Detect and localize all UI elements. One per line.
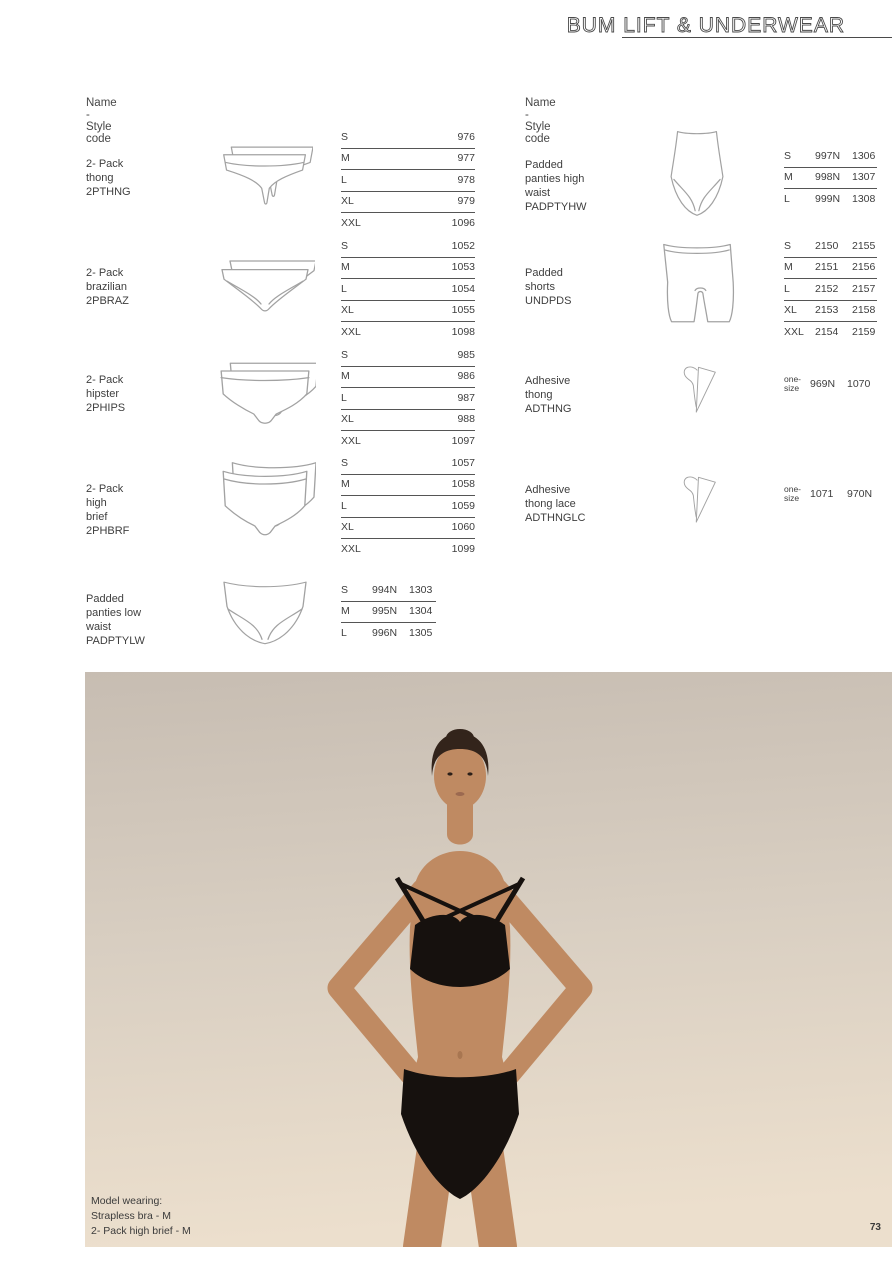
product-name: 2- Pack hipster [86,374,124,400]
product-name-block [86,592,145,648]
size-label: L [341,282,347,295]
size-table [341,580,436,645]
product-name-block [525,483,586,525]
size-label: XXL [341,216,361,229]
style-code-1: 1057 [451,456,475,469]
shorts-illustration [653,238,741,330]
model-lips [456,792,465,796]
style-code-2: 1070 [847,377,871,390]
style-code-1: 2150 [815,239,839,252]
size-label: M [341,478,350,491]
size-row [784,279,877,301]
product-name-block [86,157,131,199]
style-code-1: 979 [457,195,475,208]
style-code-1: 2153 [815,304,839,317]
product-name: Padded panties high waist [525,159,585,199]
size-label: XL [341,521,354,534]
style-code-2: 1307 [852,171,876,184]
style-code-1: 1096 [451,216,475,229]
size-label: S [341,583,349,596]
model-eye-right [467,772,472,775]
size-label: XL [341,195,354,208]
size-table [341,127,475,235]
size-row [784,322,877,344]
style-code-2: 1308 [852,192,876,205]
size-label: S [341,130,349,143]
product-name: 2- Pack thong [86,158,124,184]
style-code-1: 2154 [815,325,839,338]
style-code-1: 1097 [451,434,475,447]
size-table [784,146,877,211]
style-code-1: 988 [457,413,475,426]
size-row [341,170,475,192]
brazilian-2pack-drawing [215,241,315,325]
size-label: M [341,605,350,618]
product-name-block [86,373,125,415]
size-label: XXL [784,325,804,338]
product-style-code: ADTHNGLC [525,512,586,524]
one-size-label-line: size [784,492,800,503]
style-code-1: 1058 [451,478,475,491]
style-code-2: 2155 [852,239,876,252]
panty-lowwaist-drawing [215,570,315,648]
product-name-block [86,266,129,308]
product-style-code: PADPTYLW [86,635,145,647]
style-code-1: 977 [457,152,475,165]
adhesive-thong-lace-illustration [675,471,719,527]
size-label: S [341,348,349,361]
style-code-1: 1098 [451,325,475,338]
style-code-2: 2157 [852,282,876,295]
size-label: XXL [341,434,361,447]
size-table [784,236,877,344]
size-row [784,168,877,190]
product-name: Padded panties low waist [86,593,142,633]
style-code-1: 985 [457,348,475,361]
style-code-2: 1306 [852,149,876,162]
size-label: S [341,456,349,469]
style-code-1: 986 [457,370,475,383]
product-style-code: 2PHBRF [86,525,130,537]
size-row [784,236,877,258]
style-code-1: 976 [457,130,475,143]
size-label: XL [341,304,354,317]
size-table [784,375,870,392]
one-size-label-line: size [784,382,800,393]
size-table [341,345,475,453]
product-style-code: 2PTHNG [86,186,131,198]
style-code-1: 1052 [451,239,475,252]
style-code-2: 2158 [852,304,876,317]
size-row [784,258,877,280]
style-code-1: 1054 [451,282,475,295]
product-style-code: PADPTYHW [525,201,587,213]
size-label: XXL [341,542,361,555]
size-row [341,453,475,475]
product-name-block [525,266,571,308]
style-code-1: 1099 [451,542,475,555]
strapless-bra [410,915,510,987]
size-row [341,322,475,344]
style-code-2: 1303 [409,583,433,596]
page-title: BUM LIFT & UNDERWEAR [566,14,845,37]
panty-highwaist-illustration [660,127,734,219]
one-size-label [784,485,810,502]
size-row [341,539,475,561]
style-code-2: 1304 [409,605,433,618]
product-name: 2- Pack high brief [86,483,124,523]
style-code-2: 2159 [852,325,876,338]
size-row [341,127,475,149]
size-row [341,431,475,453]
style-code-1: 1053 [451,261,475,274]
size-row [341,388,475,410]
size-row [341,258,475,280]
panty-highwaist-drawing [660,127,734,219]
adhesive-thong-illustration [675,361,719,417]
style-code-2: 2156 [852,261,876,274]
style-code-1: 978 [457,173,475,186]
thong-2pack-drawing [218,128,313,216]
model-eye-left [447,772,452,775]
style-code-1: 999N [815,192,841,205]
style-code-1: 998N [815,171,841,184]
product-style-code: 2PHIPS [86,402,126,414]
size-label: XXL [341,325,361,338]
size-row [341,149,475,171]
size-row [341,192,475,214]
shorts-drawing [653,238,741,330]
size-row [341,496,475,518]
one-size-label-line: one- [784,374,802,384]
photo-caption [91,1194,191,1239]
style-code-1: 994N [372,583,398,596]
style-code-1: 997N [815,149,841,162]
hipster-2pack-drawing [214,348,316,436]
style-code-1: 1060 [451,521,475,534]
size-label: XL [341,413,354,426]
caption-line-2: Strapless bra - M [91,1210,171,1222]
size-row [341,236,475,258]
size-label: M [341,370,350,383]
column-header: Name - Style code [525,97,556,145]
product-name: Adhesive thong [525,375,571,401]
product-name-block [525,374,571,416]
size-row [784,301,877,323]
size-label: M [784,171,793,184]
one-size-label [784,375,810,392]
style-code-1: 2151 [815,261,839,274]
product-name: Padded shorts [525,267,563,293]
product-name-block [525,158,587,214]
product-name-block [86,482,129,538]
adhesive-thong-lace-drawing [675,471,719,527]
size-row [341,623,436,645]
panty-lowwaist-illustration [215,570,315,648]
size-table [784,485,872,502]
size-table [341,236,475,344]
size-row [784,146,877,168]
highbrief-2pack-drawing [214,456,316,546]
style-code-1: 1071 [810,487,834,500]
size-row [341,518,475,540]
thong-2pack-illustration [218,128,313,216]
size-row [341,279,475,301]
product-style-code: ADTHNG [525,403,572,415]
style-code-2: 1305 [409,626,433,639]
product-name: 2- Pack brazilian [86,267,127,293]
highbrief-2pack-illustration [214,456,316,546]
size-label: L [341,626,347,639]
size-label: L [341,499,347,512]
style-code-1: 1059 [451,499,475,512]
column-header: Name - Style code [86,97,117,145]
product-name: Adhesive thong lace [525,484,576,510]
size-row [341,367,475,389]
size-row [341,410,475,432]
size-row [341,301,475,323]
caption-line-1: Model wearing: [91,1195,163,1207]
size-table [341,453,475,561]
size-label: S [341,239,349,252]
style-code-1: 995N [372,605,398,618]
style-code-1: 969N [810,377,836,390]
style-code-1: 1055 [451,304,475,317]
model-photo-art [85,672,892,1247]
size-label: M [341,152,350,165]
style-code-1: 987 [457,391,475,404]
size-label: S [784,239,792,252]
model-navel [458,1051,463,1059]
size-row [341,345,475,367]
size-row [341,213,475,235]
size-label: L [341,391,347,404]
model-photo [85,672,892,1247]
hipster-2pack-illustration [214,348,316,436]
one-size-label-line: one- [784,484,802,494]
size-row [341,475,475,497]
size-label: M [341,261,350,274]
product-style-code: 2PBRAZ [86,295,129,307]
caption-line-3: 2- Pack high brief - M [91,1225,191,1237]
size-label: S [784,149,792,162]
size-label: L [784,282,790,295]
style-code-1: 2152 [815,282,839,295]
size-row [341,602,436,624]
page-number: 73 [869,1222,881,1233]
size-label: L [341,173,347,186]
size-row [784,189,877,211]
style-code-1: 996N [372,626,398,639]
brazilian-2pack-illustration [215,241,315,325]
title-underline [622,37,892,38]
adhesive-thong-drawing [675,361,719,417]
style-code-2: 970N [847,487,873,500]
product-style-code: UNDPDS [525,295,572,307]
size-label: XL [784,304,797,317]
size-label: M [784,261,793,274]
size-row [341,580,436,602]
size-label: L [784,192,790,205]
